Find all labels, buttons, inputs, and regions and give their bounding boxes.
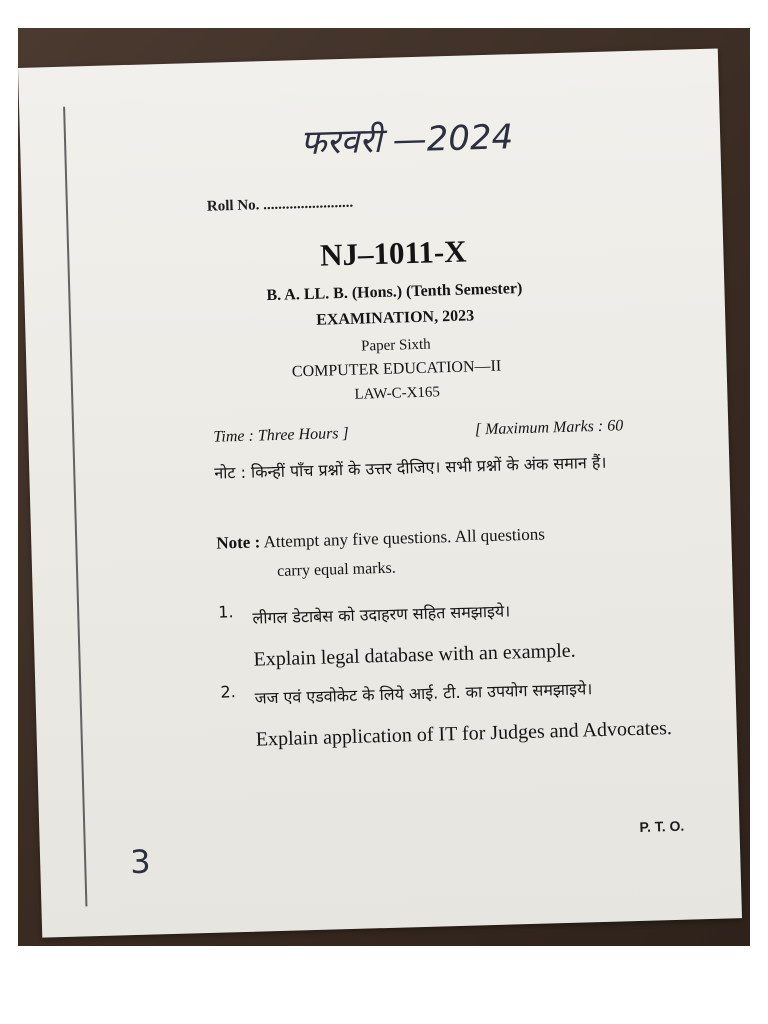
margin-line [63, 107, 87, 907]
note-line-1: Attempt any five questions. All questions [263, 524, 546, 552]
question-number: 1. [218, 602, 234, 622]
question-english: Explain application of IT for Judges and Advocates. [255, 717, 673, 751]
examination-title: EXAMINATION, 2023 [315, 307, 475, 329]
exam-sheet [18, 48, 742, 937]
hindi-note: नोट : किन्हीं पाँच प्रश्नों के उत्तर दीजिए। सभी प्रश्नों के अंक समान हैं। [214, 452, 607, 483]
handwritten-date: फरवरी —2024 [299, 117, 514, 164]
paper-code: NJ–1011-X [319, 233, 467, 273]
subject-code: LAW-C-X165 [354, 384, 441, 403]
time-marks-row [213, 417, 623, 446]
maximum-marks: [ Maximum Marks : 60 [474, 417, 624, 439]
note-line-2: carry equal marks. [276, 559, 396, 580]
note-label: Note : [216, 532, 261, 553]
question-hindi: जज एवं एडवोकेट के लिये आई. टी. का उपयोग समझाइये। [254, 679, 593, 708]
question-hindi: लीगल डेटाबेस को उदाहरण सहित समझाइये। [252, 601, 511, 628]
question-1 [218, 590, 690, 679]
roll-number: Roll No. ........................ [206, 194, 354, 215]
document-photo [18, 28, 750, 946]
pto-label: P. T. O. [639, 817, 685, 835]
handwritten-page-number: 3 [129, 842, 152, 882]
english-note [216, 516, 658, 588]
question-2 [220, 669, 692, 758]
question-english: Explain legal database with an example. [253, 639, 576, 671]
time-limit: Time : Three Hours ] [213, 424, 349, 446]
course-title: B. A. LL. B. (Hons.) (Tenth Semester) [266, 280, 523, 305]
subject-title: COMPUTER EDUCATION—II [291, 357, 502, 381]
question-number: 2. [220, 682, 237, 702]
paper-number: Paper Sixth [360, 336, 431, 355]
